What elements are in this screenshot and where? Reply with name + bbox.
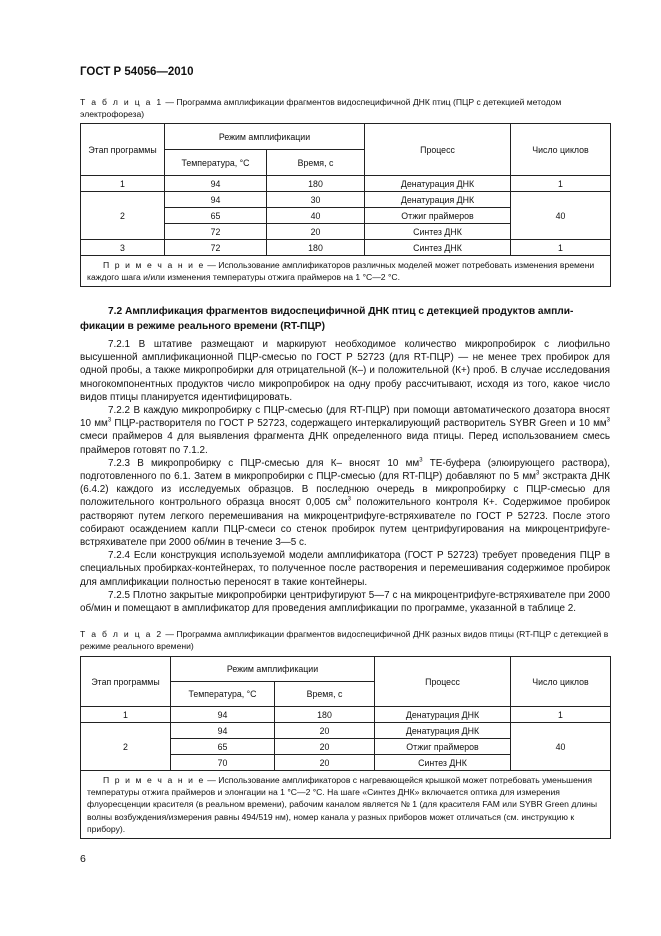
table1-cell: Синтез ДНК (365, 224, 511, 240)
table2-cell: Денатурация ДНК (375, 723, 511, 739)
section-heading (80, 304, 610, 334)
paragraph-7-2-5: 7.2.5 Плотно закрытые микропробирки центрифугируют 5—7 с на микроцентрифуге-встряхивателе при 2000 об/мин и помещают в амплификатор для проведения амплификации по программе, указанной в таблице 2. (80, 589, 610, 615)
table1-header-temp: Температура, °С (165, 150, 267, 176)
table1-cell: 180 (267, 240, 365, 256)
paragraph-7-2-3-part: экстракта ДНК (6.4.2) каждого из исследуемых образцов. В последнюю очередь в микропробирку с ПЦР-смесью для положительного контрольного образца вносят 0,005 см (80, 471, 611, 509)
table2-header-time: Время, с (275, 682, 375, 707)
table1-cell: 94 (165, 176, 267, 192)
table1-cell: 94 (165, 192, 267, 208)
table1-cell: 20 (267, 224, 365, 240)
table2-cell: 65 (171, 739, 275, 755)
table1-cell: Денатурация ДНК (365, 192, 511, 208)
table1-cell: 30 (267, 192, 365, 208)
paragraph-7-2-2-part: 7.2.2 В каждую микропробирку с ПЦР-смесью (для RT-ПЦР) при помощи автоматического дозатора вносят 10 мм (80, 405, 610, 430)
table1-caption-label: Т а б л и ц а 1 (80, 97, 163, 107)
table2-cell: 20 (275, 723, 375, 739)
table1-cell: Синтез ДНК (365, 240, 511, 256)
table2-cell: 94 (171, 707, 275, 723)
table1-cell: 1 (81, 176, 165, 192)
table1-cell: 40 (511, 192, 611, 240)
table1-header-stage: Этап программы (81, 124, 165, 176)
table2-cell: Отжиг праймеров (375, 739, 511, 755)
table1-cell: 3 (81, 240, 165, 256)
table2-note (81, 771, 611, 839)
superscript: 3 (347, 497, 351, 504)
paragraph-7-2-2-part: ПЦР-растворителя по ГОСТ Р 52723, содержащего интеркалирующий растворитель SYBR Green и 10 мм (111, 418, 607, 430)
table1-cell: Денатурация ДНК (365, 176, 511, 192)
section-heading-line2: фикации в режиме реального времени (RT-ПЦР) (80, 321, 325, 332)
table2-header-temp: Температура, °С (171, 682, 275, 707)
table1-header-time: Время, с (267, 150, 365, 176)
paragraph-7-2-1: 7.2.1 В штативе размещают и маркируют необходимое количество микропробирок с лиофильно высушенной амплификационной ПЦР-смесью по ГОСТ Р 52723 (для RT-ПЦР) — не менее трех пробирок для одной пробы, а также микропробирки для отрицательной (К–) и положительной (К+) проб. В случае исследования многокомпонентных продуктов число микропробирок на одну пробу рассчитывают, исходя из того, какое число видов птицы планируется идентифицировать. (80, 339, 610, 403)
paragraph-7-2-3-part: 7.2.3 В микропробирку с ПЦР-смесью для К– вносят 10 мм (108, 457, 420, 469)
table1-cell: 40 (267, 208, 365, 224)
table2-header-mode: Режим амплификации (171, 657, 375, 682)
document-header: ГОСТ Р 54056—2010 (80, 66, 194, 78)
table2-cell: 20 (275, 739, 375, 755)
section-heading-line1: 7.2 Амплификация фрагментов видоспецифичной ДНК птиц с детекцией продуктов ампли- (108, 306, 574, 317)
table2-caption-label: Т а б л и ц а 2 (80, 629, 163, 639)
table2-caption-text: — Программа амплификации фрагментов видоспецифичной ДНК разных видов птицы (RT-ПЦР с детекцией в режиме реального времени) (80, 629, 609, 651)
table1-header-process: Процесс (365, 124, 511, 176)
table2-header-cycles: Число циклов (511, 657, 611, 707)
table-row (81, 176, 611, 192)
table2-cell: 180 (275, 707, 375, 723)
table1-cell: 72 (165, 240, 267, 256)
table1-header-cycles: Число циклов (511, 124, 611, 176)
paragraph-7-2-2 (80, 404, 610, 457)
table2-cell: 20 (275, 755, 375, 771)
superscript: 3 (606, 417, 610, 424)
table2-cell: 1 (81, 707, 171, 723)
table1 (80, 123, 611, 287)
table2-header-process: Процесс (375, 657, 511, 707)
table2-header-stage: Этап программы (81, 657, 171, 707)
table2 (80, 656, 611, 839)
table-row (81, 707, 611, 723)
table1-cell: 65 (165, 208, 267, 224)
table1-cell: 72 (165, 224, 267, 240)
table2-cell: 94 (171, 723, 275, 739)
table1-cell: 180 (267, 176, 365, 192)
body-text (80, 338, 610, 615)
table1-note-text: — Использование амплификаторов различных моделей может потребовать изменения времени каждого шага и/или изменения температуры отжига праймеров на 1 °С—2 °С. (87, 260, 595, 283)
table-row (81, 240, 611, 256)
table1-note-label: П р и м е ч а н и е (103, 260, 205, 270)
superscript: 3 (419, 457, 423, 464)
paragraph-7-2-2-part: смеси праймеров 4 для выявления фрагмента ДНК определенного вида птицы. Перед использованием смесь праймеров готовят по 7.1.2. (80, 431, 610, 456)
table1-cell: 2 (81, 192, 165, 240)
superscript: 3 (107, 417, 112, 424)
superscript: 3 (535, 470, 540, 477)
table1-header-mode: Режим амплификации (165, 124, 365, 150)
table2-caption (80, 628, 610, 652)
table2-cell: Синтез ДНК (375, 755, 511, 771)
table2-note-text: — Использование амплификаторов с нагревающейся крышкой может потребовать уменьшения температуры отжига праймеров и элонгации на 1 °С—2 °С. На шаге «Синтез ДНК» включается оптика для измерения флуоресценции красителя (в реальном времени), рабочим каналом является № 1 (для красителя FAM или SYBR Green длины волны возбуждения/измерения равны 494/519 нм), номер канала у разных приборов может отличаться (см. инструкцию к прибору). (87, 775, 598, 834)
paragraph-7-2-3-part: положительного контроля К+. Содержимое пробирок растворяют путем легкого перемешивания на микроцентрифуге-встряхивателе по ГОСТ Р 52723. После этого собирают осаждением капли ПЦР-смеси со стенок пробирок путем центрифугирования на микроцентрифуге-встряхивателе при 2000 об/мин в течение 3—5 с. (80, 497, 610, 549)
paragraph-7-2-3 (80, 457, 610, 549)
table2-cell: Денатурация ДНК (375, 707, 511, 723)
table2-cell: 2 (81, 723, 171, 771)
page-number: 6 (80, 853, 86, 865)
table2-note-label: П р и м е ч а н и е (103, 775, 205, 785)
table2-cell: 1 (511, 707, 611, 723)
table2-cell: 70 (171, 755, 275, 771)
table1-caption-text: — Программа амплификации фрагментов видоспецифичной ДНК птиц (ПЦР с детекцией методом электрофореза) (80, 97, 562, 119)
table1-cell: 1 (511, 240, 611, 256)
table-row (81, 192, 611, 208)
paragraph-7-2-3-part: ТЕ-буфера (элюирующего раствора), подготовленного по 6.1. Затем в микропробирки с ПЦР-смесью (для RT-ПЦР) добавляют по 5 мм (80, 457, 610, 483)
table2-cell: 40 (511, 723, 611, 771)
table-row (81, 723, 611, 739)
table1-cell: 1 (511, 176, 611, 192)
table1-note (81, 256, 611, 287)
paragraph-7-2-4: 7.2.4 Если конструкция используемой модели амплификатора (ГОСТ Р 52723) требует проведения ПЦР в специальных пробирках-контейнерах, то полученное после растворения и перемешивания содержимое пробирок для амплификации полностью переносят в такие контейнеры. (80, 550, 610, 588)
table1-cell: Отжиг праймеров (365, 208, 511, 224)
table1-caption (80, 96, 610, 120)
